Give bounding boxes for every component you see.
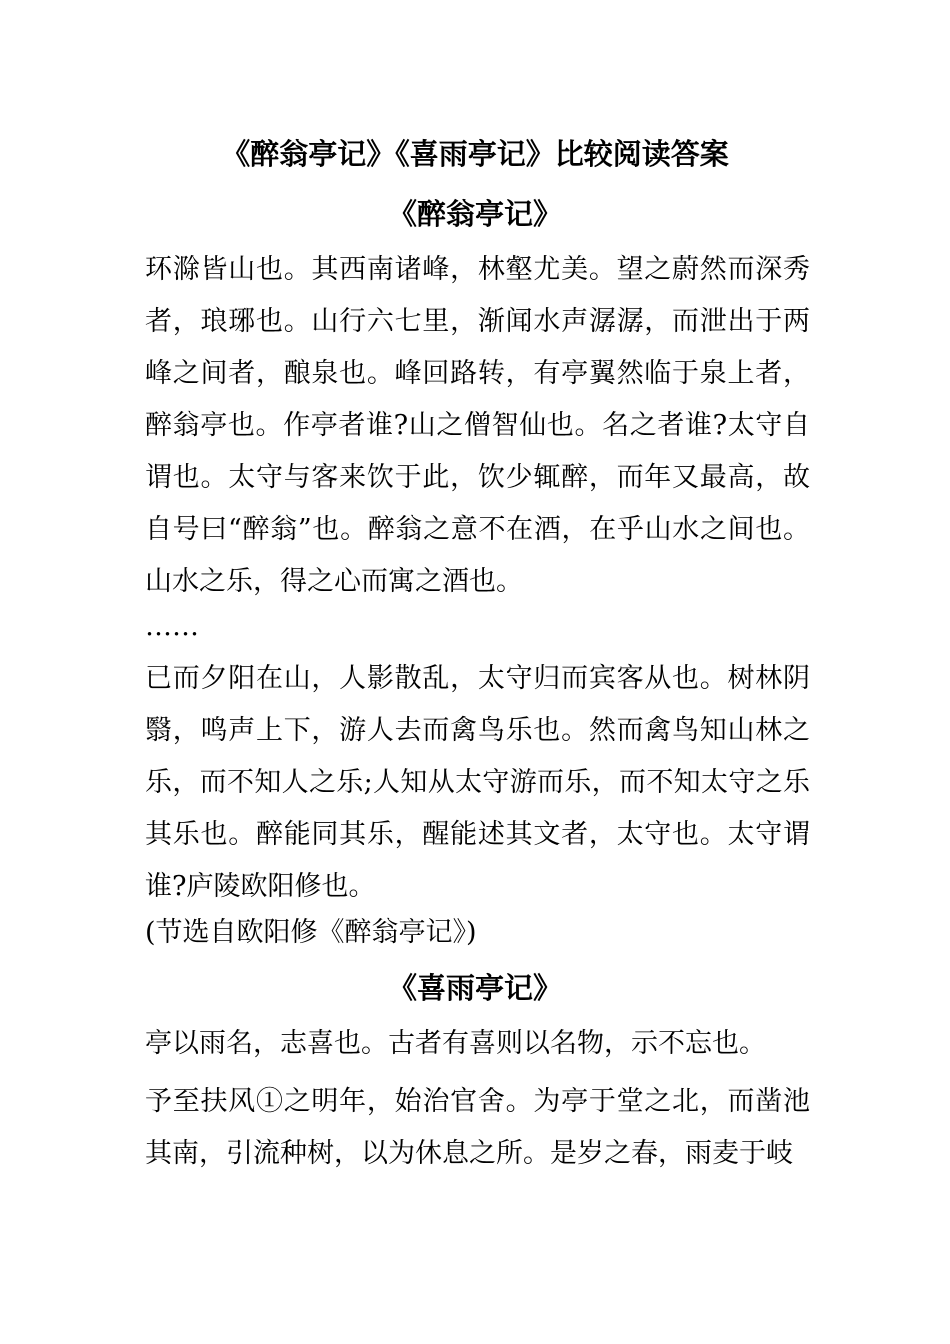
source-note: (节选自欧阳修《醉翁亭记》) [145,917,477,948]
paragraph-zuiwengting-2: 已而夕阳在山，人影散乱，太守归而宾客从也。树林阴翳，鸣声上下，游人去而禽鸟乐也。然而禽鸟知山林之乐，而不知人之乐;人知从太守游而乐，而不知太守之乐其乐也。醉能同其乐，醒能述其文者，太守也。太守谓谁?庐陵欧阳修也。 [145,663,810,902]
section-heading-zuiwengting: 《醉翁亭记》 [387,197,562,231]
document-title: 《醉翁亭记》《喜雨亭记》比较阅读答案 [221,137,729,171]
section-heading-xiyuting: 《喜雨亭记》 [387,971,562,1005]
paragraph-xiyuting-1: 亭以雨名，志喜也。古者有喜则以名物，示不忘也。 [145,1028,766,1059]
paragraph-xiyuting-2: 予至扶风①之明年，始治官舍。为亭于堂之北，而凿池其南，引流种树，以为休息之所。是岁之春，雨麦于岐 [145,1086,810,1169]
paragraph-zuiwengting-1: 环滁皆山也。其西南诸峰，林壑尤美。望之蔚然而深秀者，琅琊也。山行六七里，渐闻水声潺潺，而泄出于两峰之间者，酿泉也。峰回路转，有亭翼然临于泉上者，醉翁亭也。作亭者谁?山之僧智仙也。名之者谁?太守自谓也。太守与客来饮于此，饮少辄醉，而年又最高，故自号曰“醉翁”也。醉翁之意不在酒，在乎山水之间也。山水之乐，得之心而寓之酒也。 [145,254,810,597]
ellipsis-paragraph: …… [145,611,199,642]
